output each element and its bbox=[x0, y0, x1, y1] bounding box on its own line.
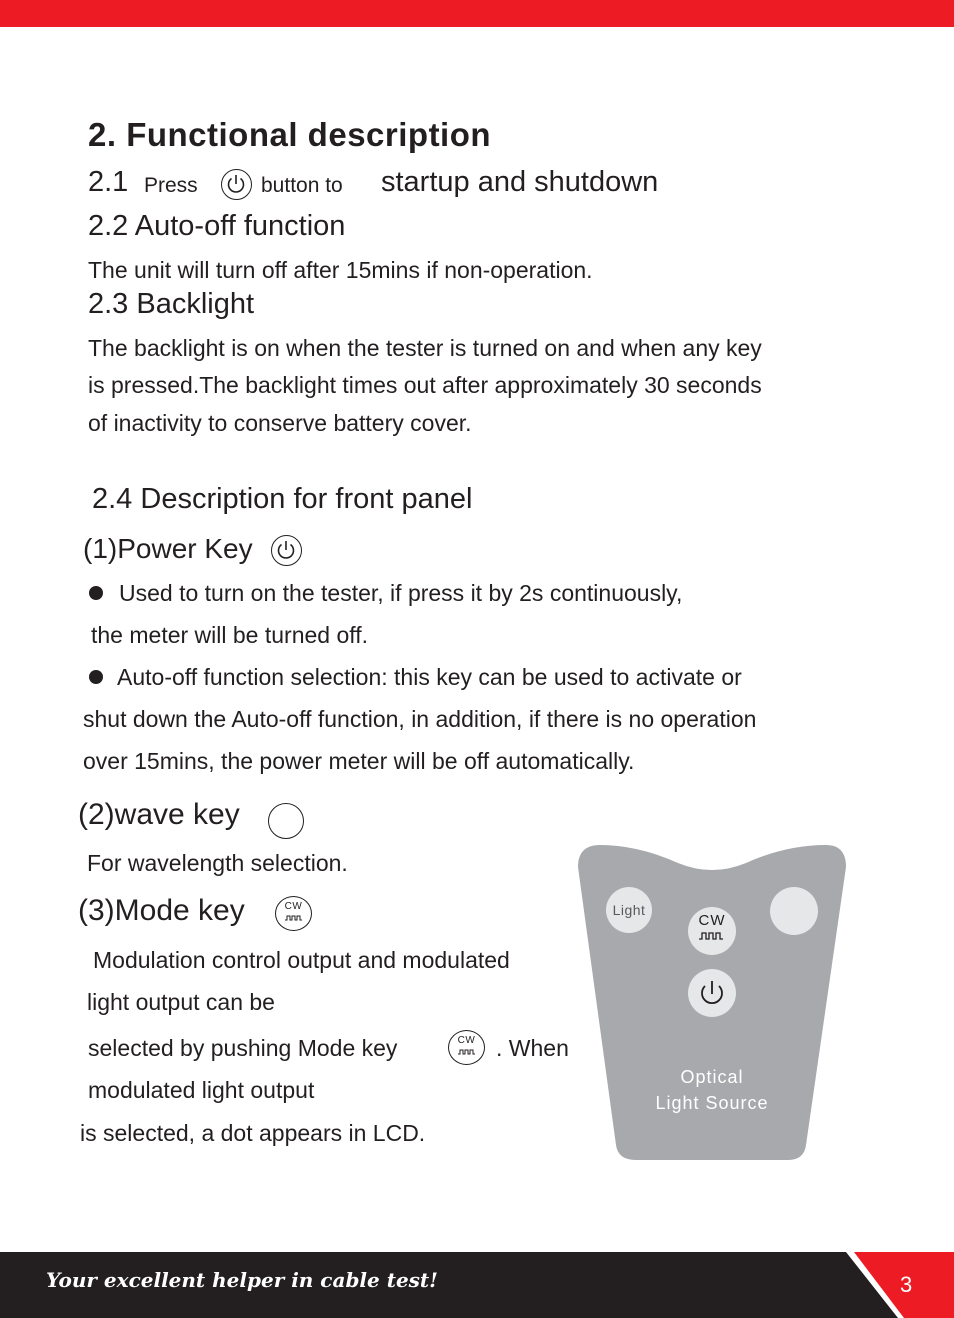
mode-key-when: . When bbox=[496, 1035, 569, 1061]
backlight-line-3: of inactivity to conserve battery cover. bbox=[88, 410, 472, 436]
section-2-2-text: The unit will turn off after 15mins if non-operation. bbox=[88, 257, 593, 283]
button-to-text: button to bbox=[261, 174, 343, 197]
power-icon bbox=[221, 169, 252, 200]
cw-icon-label: CW bbox=[284, 901, 303, 912]
mode-key-line2: light output can be bbox=[87, 989, 275, 1015]
light-button[interactable] bbox=[606, 887, 652, 933]
light-button-label: Light bbox=[612, 902, 646, 918]
power-key-bullet1-line1: Used to turn on the tester, if press it by 2s continuously, bbox=[119, 580, 683, 606]
power-key-bullet1-line2: the meter will be turned off. bbox=[91, 622, 368, 648]
panel-title-line2: Light Source bbox=[655, 1093, 769, 1113]
bullet-icon bbox=[89, 670, 103, 684]
footer-tagline: Your excellent helper in cable test! bbox=[46, 1268, 438, 1292]
section-2-4-title: 2.4 Description for front panel bbox=[92, 483, 473, 515]
page-number: 3 bbox=[900, 1272, 913, 1297]
press-text: Press bbox=[144, 174, 198, 197]
wave-key-text: For wavelength selection. bbox=[87, 850, 348, 876]
startup-shutdown-text: startup and shutdown bbox=[381, 166, 659, 198]
section-2-2-title: 2.2 Auto-off function bbox=[88, 210, 346, 242]
mode-key-line5: is selected, a dot appears in LCD. bbox=[80, 1120, 426, 1146]
power-icon bbox=[688, 969, 736, 1017]
section-2-1-number: 2.1 bbox=[88, 166, 129, 198]
cw-mode-icon-inline bbox=[448, 1030, 485, 1065]
mode-button[interactable] bbox=[688, 907, 736, 955]
bullet-icon bbox=[89, 586, 103, 600]
mode-key-line3: selected by pushing Mode key bbox=[88, 1035, 398, 1061]
device-front-panel bbox=[578, 845, 846, 1160]
section-2-1 bbox=[88, 166, 128, 199]
wave-button[interactable] bbox=[770, 887, 818, 935]
pulse-wave-icon bbox=[688, 907, 736, 955]
wave-key-title: (2)wave key bbox=[78, 798, 240, 831]
power-key-bullet2-line3: over 15mins, the power meter will be off automatically. bbox=[83, 748, 635, 774]
backlight-line-1: The backlight is on when the tester is turned on and when any key bbox=[88, 335, 762, 361]
power-key-bullet2-line1: Auto-off function selection: this key can be used to activate or bbox=[117, 664, 742, 690]
section-heading: 2. Functional description bbox=[88, 116, 492, 153]
panel-title-line1: Optical bbox=[680, 1067, 744, 1087]
section-2-3-title: 2.3 Backlight bbox=[88, 288, 255, 320]
wave-key-icon bbox=[268, 803, 304, 839]
power-key-bullet2-line2: shut down the Auto-off function, in addition, if there is no operation bbox=[83, 706, 757, 732]
mode-key-line1: Modulation control output and modulated bbox=[93, 947, 510, 973]
power-key-title: (1)Power Key bbox=[83, 533, 253, 564]
power-button[interactable] bbox=[688, 969, 736, 1017]
power-key-icon bbox=[271, 535, 302, 566]
mode-key-line4: modulated light output bbox=[88, 1077, 315, 1103]
mode-key-title: (3)Mode key bbox=[78, 894, 245, 927]
cw-icon-label: CW bbox=[457, 1035, 476, 1046]
cw-mode-icon bbox=[275, 896, 312, 931]
top-accent-bar bbox=[0, 0, 954, 27]
mode-button-label: CW bbox=[698, 912, 726, 929]
backlight-line-2: is pressed.The backlight times out after approximately 30 seconds bbox=[88, 372, 762, 398]
